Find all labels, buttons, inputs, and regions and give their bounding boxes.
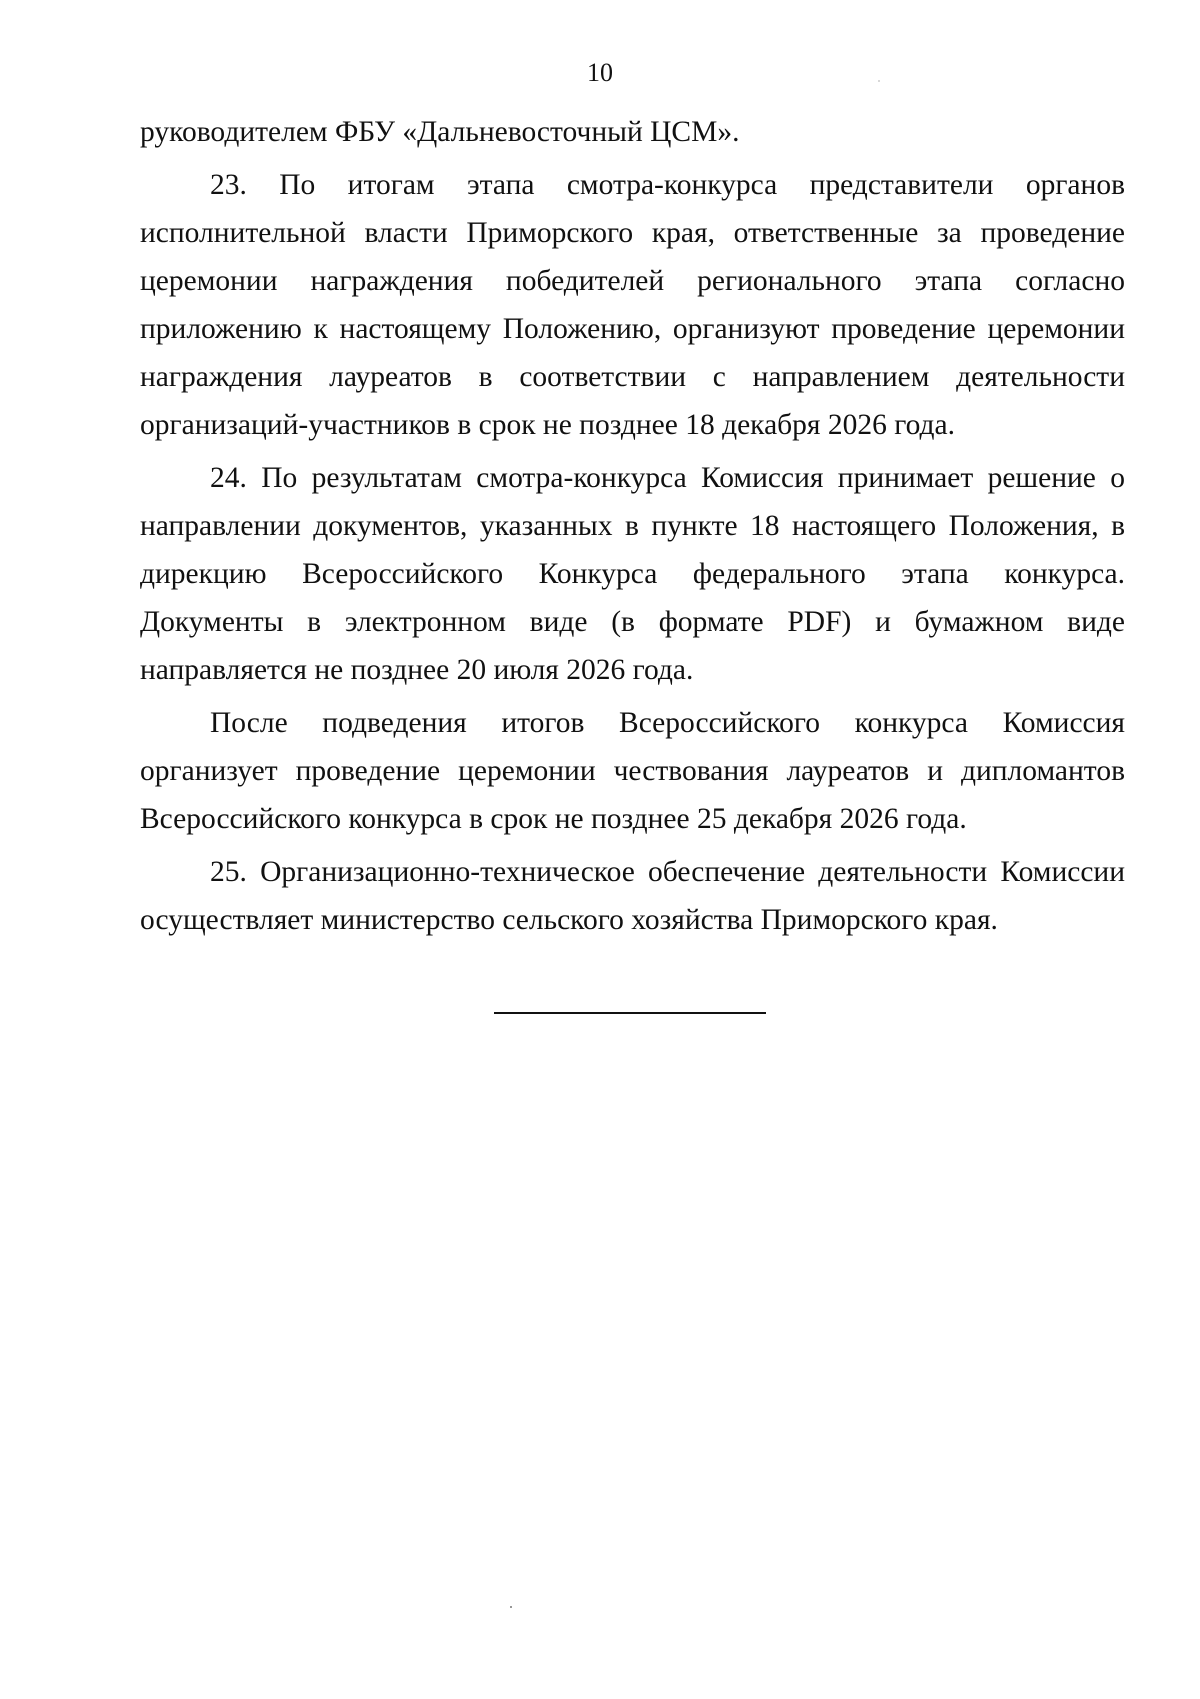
paragraph-item-24: 24. По результатам смотра-конкурса Комиссия принимает решение о направлении документов, указанных в пункте 18 настоящего Положения, в дирекцию Всероссийского Конкурса федерального этапа конкурса. Документы в электронном виде (в формате PDF) и бумажном виде направляется не позднее 20 июля 2026 года.: [140, 462, 1125, 686]
scan-speck: [510, 1606, 512, 1608]
paragraph-continuation: руководителем ФБУ «Дальневосточный ЦСМ».: [140, 116, 740, 148]
paragraph-item-23: 23. По итогам этапа смотра-конкурса представители органов исполнительной власти Приморского края, ответственные за проведение церемонии награждения победителей регионального этапа согласно приложению к настоящему Положению, организуют проведение церемонии награждения лауреатов в соответствии с направлением деятельности организаций-участников в срок не позднее 18 декабря 2026 года.: [140, 169, 1125, 441]
end-divider-line: [494, 1012, 766, 1014]
page-number: 10: [587, 58, 613, 87]
paragraph-item-25: 25. Организационно-техническое обеспечение деятельности Комиссии осуществляет министерство сельского хозяйства Приморского края.: [140, 856, 1125, 936]
paragraph-after-item-24: После подведения итогов Всероссийского конкурса Комиссия организует проведение церемонии чествования лауреатов и дипломантов Всероссийского конкурса в срок не позднее 25 декабря 2026 года.: [140, 707, 1125, 835]
document-body: [140, 108, 1125, 949]
